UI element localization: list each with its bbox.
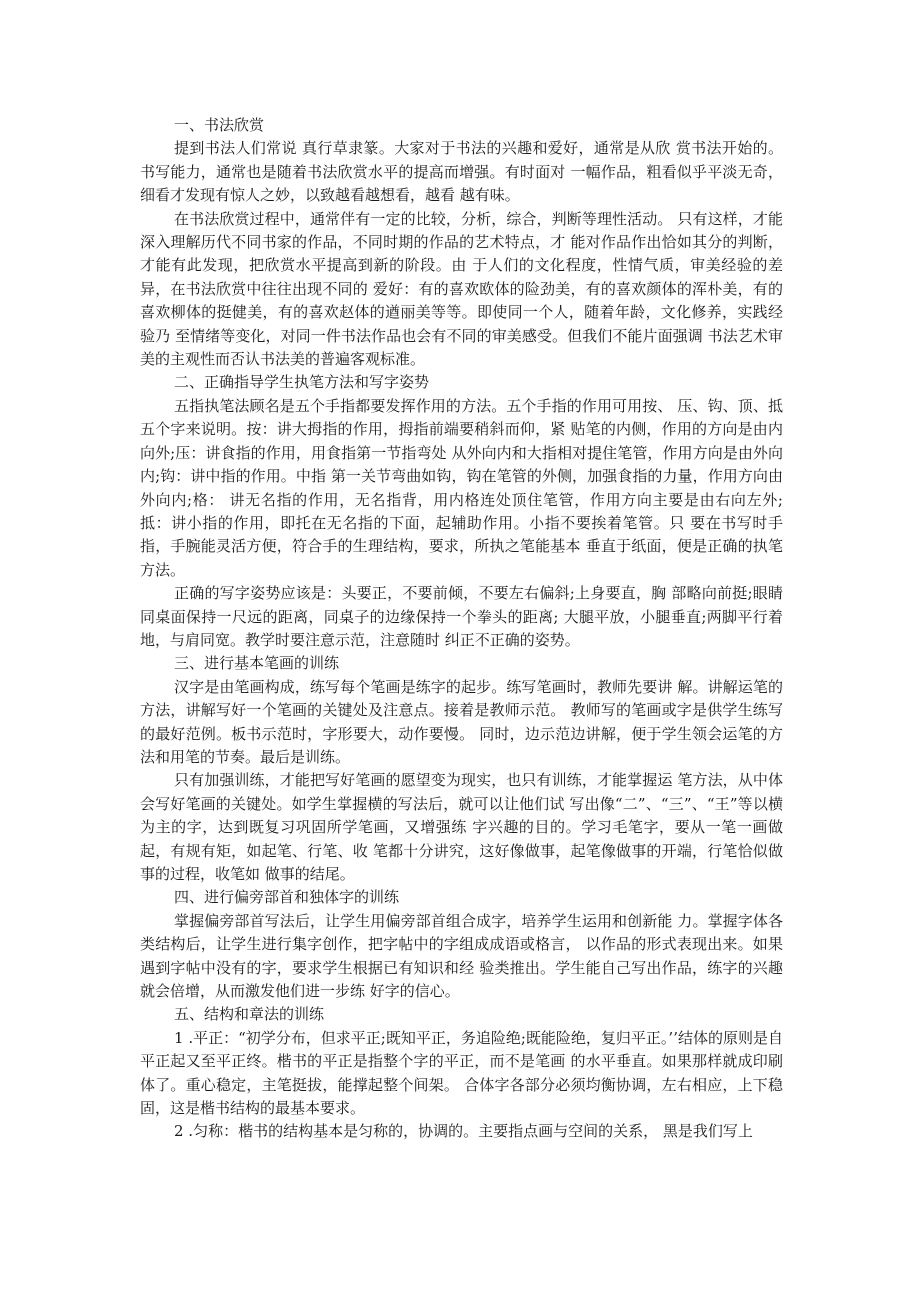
paragraph: 只有加强训练，才能把写好笔画的愿望变为现实，也只有训练，才能掌握运 笔方法，从中体会写好笔画的关键处。如学生掌握横的写法后，就可以让他们试 写出像“二”、“三”、“王”等以横为主的字，达到既复习巩固所学笔画，又增强练 字兴趣的目的。学习毛笔字，要从一笔一画做起，有规有矩，如起笔、行笔、收 笔都十分讲究，这好像做事，起笔像做事的开端，行笔恰似做事的过程，收笔如 做事的结尾。 — [140, 771, 783, 883]
section-heading-5: 五、结构和章法的训练 — [174, 1005, 325, 1024]
section-heading-1: 一、书法欣赏 — [174, 116, 265, 134]
section-heading-4: 四、进行偏旁部首和独体字的训练 — [174, 888, 400, 907]
section-heading-2: 二、正确指导学生执笔方法和写字姿势 — [174, 373, 430, 392]
paragraph: 掌握偏旁部首写法后，让学生用偏旁部首组合成字，培养学生运用和创新能 力。掌握字体各类结构后，让学生进行集字创作，把字帖中的字组成成语或格言， 以作品的形式表现出来。如果遇到字帖中没有的字，要求学生根据已有知识和经 验类推出。学生能自己写出作品，练字的兴趣就会倍增，从而激发他们进一步练 好字的信心。 — [140, 911, 783, 1001]
paragraph: 正确的写字姿势应该是：头要正，不要前倾，不要左右偏斜;上身要直，胸 部略向前挺;眼睛同桌面保持一尺远的距离，同桌子的边缘保持一个拳头的距离; 大腿平放，小腿垂直;两脚平行着地，与肩同宽。教学时要注意示范，注意随时 纠正不正确的姿势。 — [140, 584, 783, 649]
paragraph: 1 .平正：“初学分布，但求平正;既知平正，务追险绝;既能险绝，复归平正。’’结体的原则是自平正起又至平正终。楷书的平正是指整个字的平正，而不是笔画 的水平垂直。如果那样就成印刷体了。重心稳定，主笔挺拔，能撑起整个间架。 合体字各部分必须均衡协调，左右相应，上下稳固，这是楷书结构的最基本要求。 — [140, 1028, 783, 1118]
paragraph: 提到书法人们常说 真行草隶篆。大家对于书法的兴趣和爱好，通常是从欣 赏书法开始的。书写能力，通常也是随着书法欣赏水平的提高而增强。有时面对 一幅作品，粗看似乎平淡无奇，细看才发现有惊人之妙，以致越看越想看，越看 越有味。 — [140, 139, 783, 205]
paragraph: 2 .匀称：楷书的结构基本是匀称的，协调的。主要指点画与空间的关系， 黑是我们写上 — [174, 1122, 753, 1141]
paragraph: 汉字是由笔画构成，练写每个笔画是练字的起步。练写笔画时，教师先要讲 解。讲解运笔的方法，讲解写好一个笔画的关键处及注意点。接着是教师示范。 教师写的笔画或字是供学生练写的最好范例。板书示范时，字形要大，动作要慢。 同时，边示范边讲解，便于学生领会运笔的方法和用笔的节奏。最后是训练。 — [140, 677, 783, 766]
document-body — [140, 114, 783, 1144]
section-heading-3: 三、进行基本笔画的训练 — [174, 654, 340, 673]
paragraph: 在书法欣赏过程中，通常伴有一定的比较，分析，综合，判断等理性活动。 只有这样，才能深入理解历代不同书家的作品，不同时期的作品的艺术特点，才 能对作品作出恰如其分的判断，才能有此发现，把欣赏水平提高到新的阶段。由 于人们的文化程度，性情气质，审美经验的差异，在书法欣赏中往往出现不同的 爱好：有的喜欢欧体的险劲美，有的喜欢颜体的浑朴美，有的喜欢柳体的挺健美，有的喜欢赵体的遒丽美等等。即使同一个人，随着年龄，文化修养，实践经验乃 至情绪等变化，对同一件书法作品也会有不同的审美感受。但我们不能片面强调 书法艺术审美的主观性而否认书法美的普遍客观标准。 — [140, 209, 783, 369]
paragraph: 五指执笔法顾名是五个手指都要发挥作用的方法。五个手指的作用可用按、 压、钩、顶、抵五个字来说明。按：讲大拇指的作用，拇指前端要稍斜而仰，紧 贴笔的内侧，作用的方向是由内向外;压：讲食指的作用，用食指第一节指弯处 从外向内和大指相对提住笔管，作用方向是由外向内;钩：讲中指的作用。中指 第一关节弯曲如钩，钩在笔管的外侧，加强食指的力量，作用方向由外向内;格： 讲无名指的作用，无名指背，用内格连处顶住笔管，作用方向主要是由右向左外; 抵：讲小指的作用，即托在无名指的下面，起辅助作用。小指不要挨着笔管。只 要在书写时手指，手腕能灵活方便，符合手的生理结构，要求，所执之笔能基本 垂直于纸面，便是正确的执笔方法。 — [140, 396, 783, 579]
